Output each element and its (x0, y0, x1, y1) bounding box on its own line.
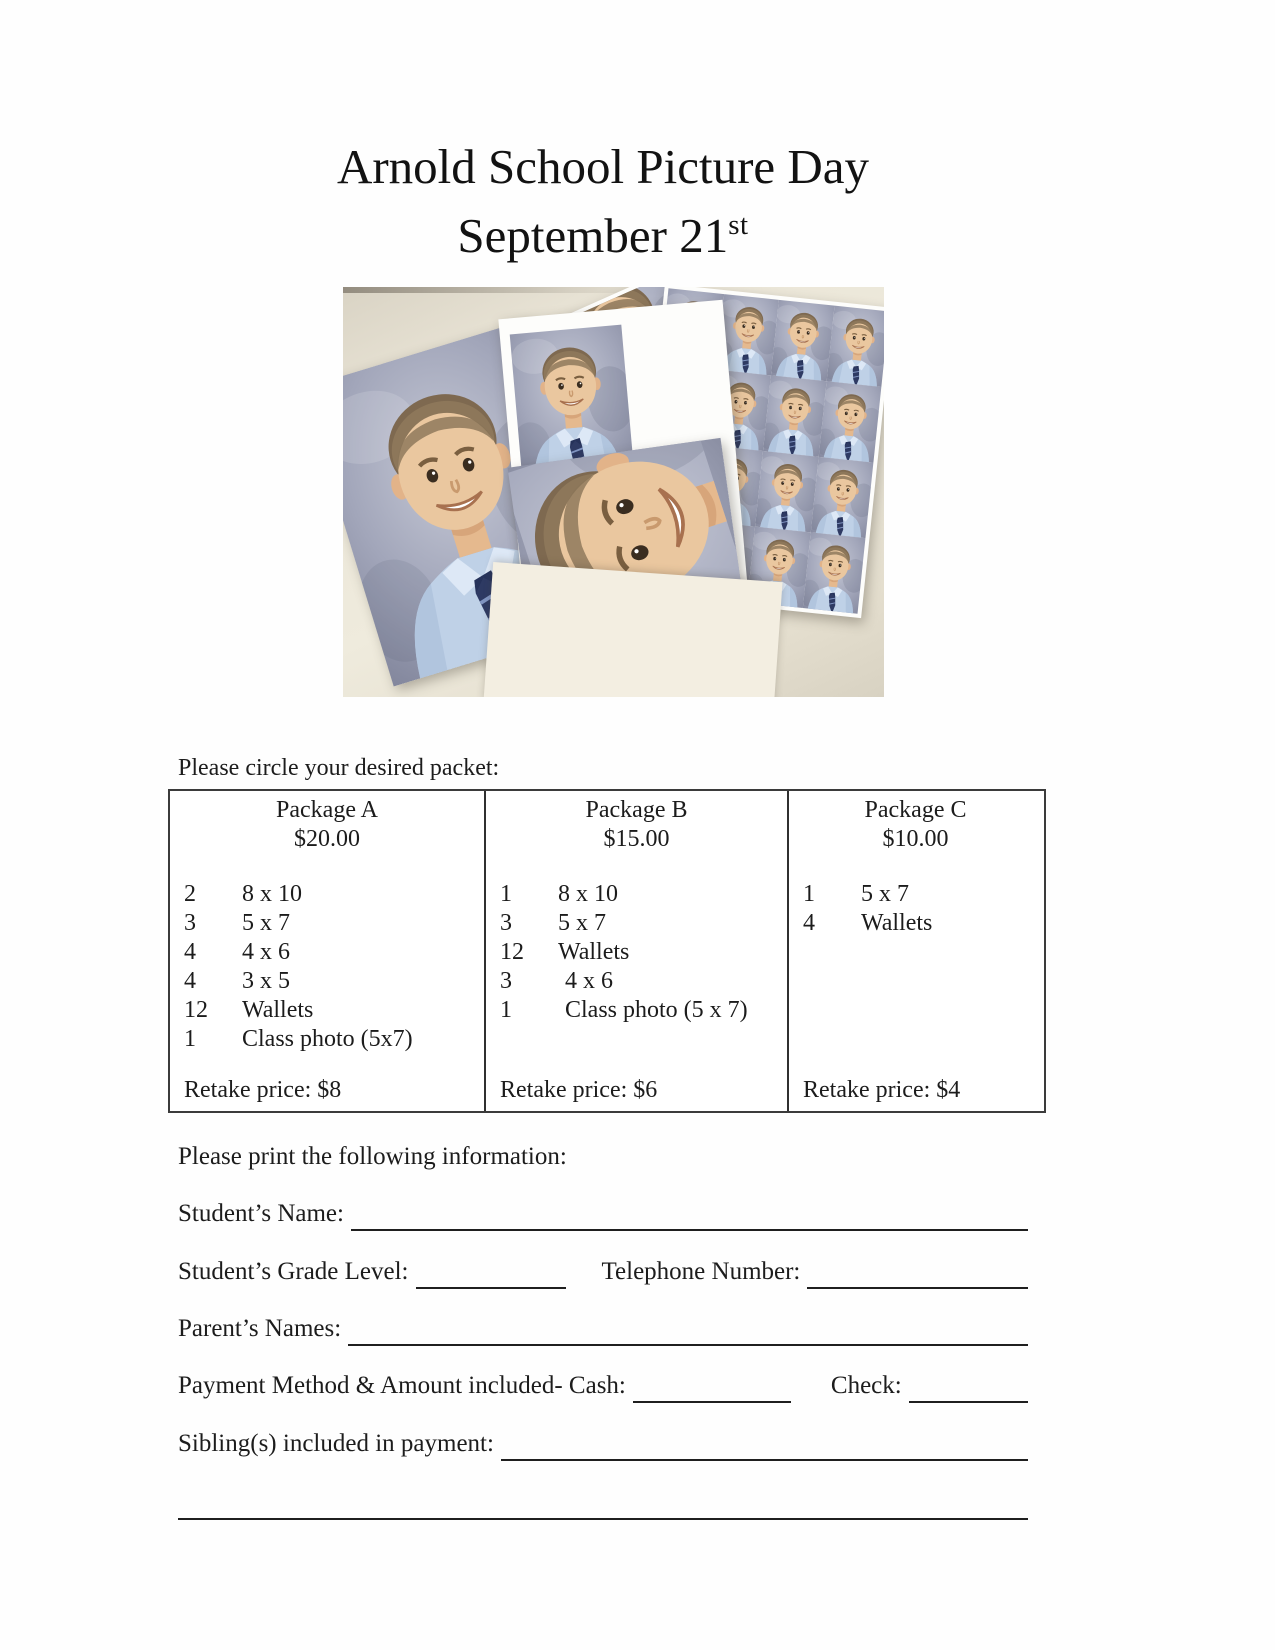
page-title: Arnold School Picture Day (336, 139, 870, 194)
package-item-row: 1 8 x 10 (500, 881, 618, 907)
package-name: Package B (585, 797, 688, 823)
parents-names-row (178, 1315, 1028, 1343)
student-name-blank (351, 1229, 1028, 1231)
package-item-row: 3 5 x 7 (184, 910, 290, 936)
package-a-cell (170, 791, 486, 1111)
package-item-row: 3 5 x 7 (500, 910, 606, 936)
telephone-label: Telephone Number: (601, 1258, 801, 1285)
package-c-cell (789, 791, 1042, 1111)
package-name: Package A (276, 797, 378, 823)
package-name: Package C (864, 797, 967, 823)
grade-level-blank (416, 1287, 566, 1289)
cash-amount-blank (633, 1401, 791, 1403)
package-item-row: 4 3 x 5 (184, 968, 290, 994)
page-title-block (178, 138, 1028, 265)
student-name-row (178, 1200, 1028, 1228)
student-name-label: Student’s Name: (178, 1200, 344, 1227)
retake-price: Retake price: $4 (803, 1077, 961, 1103)
check-amount-blank (909, 1401, 1028, 1403)
payment-row (178, 1372, 1028, 1400)
retake-price: Retake price: $8 (184, 1077, 342, 1103)
check-label: Check: (830, 1372, 902, 1399)
package-item-row: 1 Class photo (5x7) (184, 1026, 413, 1052)
package-item-row: 1 Class photo (5 x 7) (500, 997, 748, 1023)
telephone-blank (807, 1287, 1028, 1289)
siblings-label: Sibling(s) included in payment: (178, 1430, 494, 1457)
package-item-row: 4 4 x 6 (184, 939, 290, 965)
package-items (170, 880, 484, 1054)
package-item-row: 1 5 x 7 (803, 881, 909, 907)
package-item-row: 4 Wallets (803, 910, 933, 936)
package-price: $15.00 (603, 826, 670, 852)
package-items (486, 880, 787, 1025)
parents-names-blank (348, 1344, 1028, 1346)
retake-price: Retake price: $6 (500, 1077, 658, 1103)
date-ordinal-suffix: st (728, 209, 749, 241)
payment-cash-label: Payment Method & Amount included- Cash: (178, 1372, 626, 1399)
sample-prints-photo (343, 287, 884, 697)
packet-prompt: Please circle your desired packet: (178, 755, 500, 781)
package-item-row: 12 Wallets (184, 997, 314, 1023)
package-item-row: 3 4 x 6 (500, 968, 613, 994)
packet-table (168, 789, 1046, 1113)
grade-level-label: Student’s Grade Level: (178, 1258, 409, 1285)
siblings-blank (501, 1459, 1028, 1461)
siblings-row (178, 1430, 1028, 1458)
parents-names-label: Parent’s Names: (178, 1315, 342, 1342)
package-items (789, 880, 1042, 938)
package-price: $20.00 (294, 826, 360, 852)
grade-phone-row (178, 1258, 1028, 1286)
form-prompt: Please print the following information: (178, 1143, 567, 1170)
extra-blank-line (178, 1518, 1028, 1520)
package-b-cell (486, 791, 789, 1111)
package-price: $10.00 (882, 826, 949, 852)
blank-print-corner (483, 562, 782, 697)
page-date: September 21st (457, 208, 749, 263)
package-item-row: 2 8 x 10 (184, 881, 302, 907)
package-item-row: 12 Wallets (500, 939, 630, 965)
